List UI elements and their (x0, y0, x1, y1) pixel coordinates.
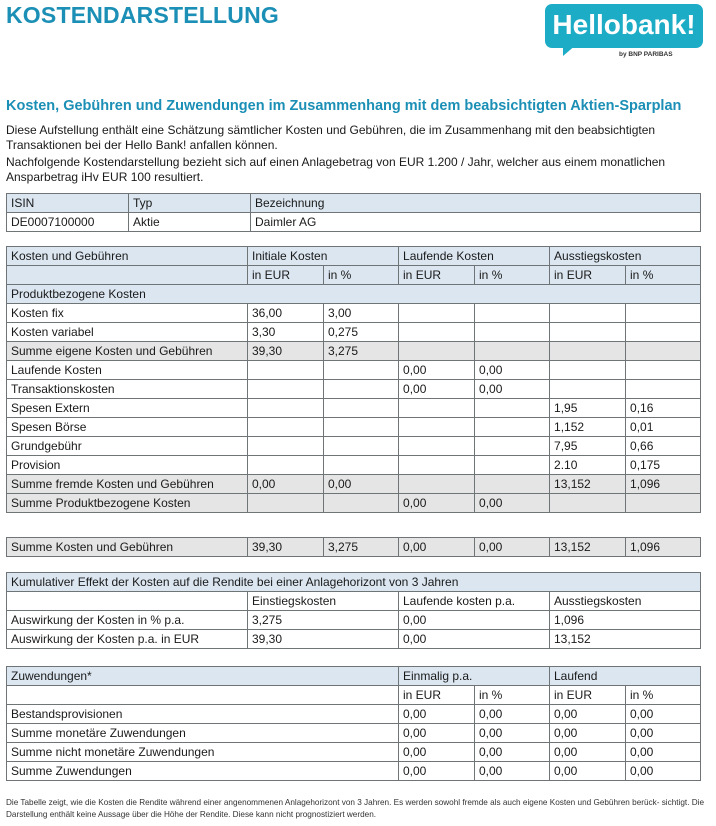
cell-value: 0,00 (475, 380, 550, 399)
cell-value: 3,275 (324, 342, 399, 361)
isin-data-row (7, 213, 701, 232)
cumulative-title: Kumulativer Effekt der Kosten auf die Rendite bei einer Anlagehorizont von 3 Jahren (7, 573, 701, 592)
one-time-header: Einmalig p.a. (399, 667, 550, 686)
cell-value (324, 456, 399, 475)
cell-value (626, 304, 701, 323)
cell-value: 0,00 (626, 762, 701, 781)
cell-value: 0,00 (626, 743, 701, 762)
cumulative-header-row (7, 592, 701, 611)
row-label: Bestandsprovisionen (7, 705, 399, 724)
row-label: Kosten variabel (7, 323, 248, 342)
cell-value (324, 399, 399, 418)
row-label: Summe Zuwendungen (7, 762, 399, 781)
cell-value: 1,096 (626, 475, 701, 494)
cell-value: 1,95 (550, 399, 626, 418)
cell-value (399, 342, 475, 361)
cell-value: 0,00 (475, 361, 550, 380)
cell-value (248, 437, 324, 456)
cell-value (248, 399, 324, 418)
table-row (7, 456, 701, 475)
initial-costs-header: Initiale Kosten (248, 247, 399, 266)
isin-header: ISIN (7, 194, 129, 213)
cell-value (399, 437, 475, 456)
cell-value: 3,30 (248, 323, 324, 342)
cell-value (324, 494, 399, 513)
column-header: Einstiegskosten (248, 592, 399, 611)
row-label: Spesen Börse (7, 418, 248, 437)
unit-header: in % (324, 266, 399, 285)
table-row (7, 437, 701, 456)
cell-value (399, 475, 475, 494)
cell-value: 0,00 (475, 762, 550, 781)
cell-value (550, 361, 626, 380)
cell-value (475, 399, 550, 418)
row-label: Provision (7, 456, 248, 475)
row-label: Summe eigene Kosten und Gebühren (7, 342, 248, 361)
cell-value (248, 418, 324, 437)
row-label: Laufende Kosten (7, 361, 248, 380)
cell-value (248, 361, 324, 380)
table-row (7, 743, 701, 762)
column-header: Ausstiegskosten (550, 592, 701, 611)
cell-value: 0,00 (324, 475, 399, 494)
cell-value: 0,00 (399, 630, 550, 649)
cell-value (475, 418, 550, 437)
cell-value: 39,30 (248, 630, 399, 649)
page-title: KOSTENDARSTELLUNG (6, 2, 280, 28)
row-label: Auswirkung der Kosten in % p.a. (7, 611, 248, 630)
cell-value (248, 494, 324, 513)
table-row (7, 380, 701, 399)
unit-header: in EUR (550, 686, 626, 705)
cell-value: 0,00 (399, 762, 475, 781)
cell-value: 0,00 (475, 494, 550, 513)
empty-cell (7, 266, 248, 285)
cell-value: 0,00 (399, 361, 475, 380)
cell-value: 0,00 (399, 611, 550, 630)
cell-value (475, 475, 550, 494)
total-cost-table (6, 537, 701, 557)
cell-value (475, 304, 550, 323)
cell-value: 0,275 (324, 323, 399, 342)
unit-header: in EUR (550, 266, 626, 285)
hellobank-logo (545, 4, 703, 62)
cost-table (6, 246, 701, 513)
table-row (7, 304, 701, 323)
cell-value: 0,00 (550, 743, 626, 762)
empty-cell (7, 592, 248, 611)
intro-paragraph-2: Nachfolgende Kostendarstellung bezieht sich auf einen Anlagebetrag von EUR 1.200 / Jahr, welcher aus einem monatlichen Ansparbetrag iHv EUR 100 resultiert. (6, 155, 666, 184)
benefits-header-row (7, 667, 701, 686)
bezeichnung-header: Bezeichnung (251, 194, 701, 213)
cell-value: 0,66 (626, 437, 701, 456)
cell-value (324, 361, 399, 380)
section-label: Produktbezogene Kosten (7, 285, 701, 304)
cell-value (475, 437, 550, 456)
cell-value: 36,00 (248, 304, 324, 323)
isin-table (6, 193, 701, 232)
cell-value: 1,096 (626, 538, 701, 557)
cell-value: 7,95 (550, 437, 626, 456)
bezeichnung-value: Daimler AG (251, 213, 701, 232)
cell-value (324, 437, 399, 456)
cell-value (248, 456, 324, 475)
cell-value (399, 304, 475, 323)
unit-header: in EUR (399, 266, 475, 285)
row-label: Auswirkung der Kosten p.a. in EUR (7, 630, 248, 649)
typ-header: Typ (129, 194, 251, 213)
cumulative-effect-table (6, 572, 701, 649)
cell-value: 0,16 (626, 399, 701, 418)
cumulative-title-row (7, 573, 701, 592)
cell-value (475, 456, 550, 475)
cell-value (550, 323, 626, 342)
section-subtitle: Kosten, Gebühren und Zuwendungen im Zusammenhang mit dem beabsichtigten Aktien-Sparplan (6, 98, 682, 114)
cell-value (248, 380, 324, 399)
row-label: Summe Kosten und Gebühren (7, 538, 248, 557)
isin-header-row (7, 194, 701, 213)
cell-value: 0,00 (475, 538, 550, 557)
intro-paragraph-1: Diese Aufstellung enthält eine Schätzung sämtlicher Kosten und Gebühren, die im Zusammenhang mit den beabsichtigten Transaktionen bei der Hello Bank! anfallen können. (6, 123, 656, 152)
table-row (7, 724, 701, 743)
table-row (7, 342, 701, 361)
table-row (7, 630, 701, 649)
cell-value (550, 342, 626, 361)
cell-value: 0,00 (399, 705, 475, 724)
cell-value (324, 380, 399, 399)
section-row (7, 285, 701, 304)
unit-header: in EUR (248, 266, 324, 285)
row-label: Kosten fix (7, 304, 248, 323)
table-row (7, 399, 701, 418)
cell-value: 0,00 (626, 724, 701, 743)
row-label: Grundgebühr (7, 437, 248, 456)
cell-value (475, 342, 550, 361)
cell-value (399, 399, 475, 418)
row-label: Transaktionskosten (7, 380, 248, 399)
row-label: Spesen Extern (7, 399, 248, 418)
table-row (7, 494, 701, 513)
logo-subtext: by BNP PARIBAS (619, 51, 673, 58)
cell-value: 3,275 (324, 538, 399, 557)
table-row (7, 475, 701, 494)
cell-value: 13,152 (550, 538, 626, 557)
cell-value: 0,00 (475, 724, 550, 743)
cell-value: 0,00 (475, 705, 550, 724)
cell-value: 39,30 (248, 342, 324, 361)
row-label: Summe fremde Kosten und Gebühren (7, 475, 248, 494)
cell-value: 1,096 (550, 611, 701, 630)
cell-value: 3,275 (248, 611, 399, 630)
cost-header-row (7, 247, 701, 266)
unit-header: in EUR (399, 686, 475, 705)
cell-value: 1,152 (550, 418, 626, 437)
cell-value: 0,00 (550, 705, 626, 724)
typ-value: Aktie (129, 213, 251, 232)
table-row (7, 361, 701, 380)
unit-header: in % (475, 266, 550, 285)
logo-bubble-tail (563, 44, 577, 56)
cell-value: 0,00 (399, 380, 475, 399)
cell-value: 0,00 (399, 743, 475, 762)
total-row (7, 538, 701, 557)
cell-value: 0,00 (399, 538, 475, 557)
benefits-unit-row (7, 686, 701, 705)
cell-value: 39,30 (248, 538, 324, 557)
cell-value: 0,00 (248, 475, 324, 494)
empty-cell (7, 686, 399, 705)
ongoing-header: Laufend (550, 667, 701, 686)
unit-header: in % (475, 686, 550, 705)
row-label: Summe nicht monetäre Zuwendungen (7, 743, 399, 762)
unit-header: in % (626, 686, 701, 705)
cell-value: 0,175 (626, 456, 701, 475)
footnote: Die Tabelle zeigt, wie die Kosten die Rendite während einer angenommenen Anlagehorizont von 3 Jahren. Es werden sowohl fremde als auch eigene Kosten und Gebühren berück- sichtigt. Die Darstellung enthält keine Aussage über die Höhe der Rendite. Diese kann nicht prognostiziert werden. (6, 798, 705, 819)
cell-value (626, 361, 701, 380)
cell-value: 2.10 (550, 456, 626, 475)
cost-unit-row (7, 266, 701, 285)
cell-value: 0,00 (399, 724, 475, 743)
cell-value: 0,00 (550, 724, 626, 743)
cell-value: 13,152 (550, 475, 626, 494)
benefits-header-label: Zuwendungen* (7, 667, 399, 686)
cell-value (626, 380, 701, 399)
cost-header-label: Kosten und Gebühren (7, 247, 248, 266)
cell-value (550, 304, 626, 323)
logo-text: Hellobank! (552, 9, 696, 40)
cell-value: 0,01 (626, 418, 701, 437)
cell-value (550, 494, 626, 513)
table-row (7, 418, 701, 437)
cell-value: 3,00 (324, 304, 399, 323)
table-row (7, 705, 701, 724)
cell-value: 0,00 (399, 494, 475, 513)
cell-value (475, 323, 550, 342)
row-label: Summe monetäre Zuwendungen (7, 724, 399, 743)
cell-value (626, 323, 701, 342)
cell-value (324, 418, 399, 437)
row-label: Summe Produktbezogene Kosten (7, 494, 248, 513)
benefits-table (6, 666, 701, 781)
unit-header: in % (626, 266, 701, 285)
table-row (7, 323, 701, 342)
exit-costs-header: Ausstiegskosten (550, 247, 701, 266)
cell-value (626, 342, 701, 361)
running-costs-header: Laufende Kosten (399, 247, 550, 266)
cell-value (626, 494, 701, 513)
column-header: Laufende kosten p.a. (399, 592, 550, 611)
cell-value (399, 418, 475, 437)
cell-value: 0,00 (475, 743, 550, 762)
cell-value (399, 456, 475, 475)
table-row (7, 611, 701, 630)
cell-value: 13,152 (550, 630, 701, 649)
cell-value: 0,00 (550, 762, 626, 781)
table-row (7, 762, 701, 781)
cell-value: 0,00 (626, 705, 701, 724)
isin-value: DE0007100000 (7, 213, 129, 232)
cell-value (399, 323, 475, 342)
cell-value (550, 380, 626, 399)
